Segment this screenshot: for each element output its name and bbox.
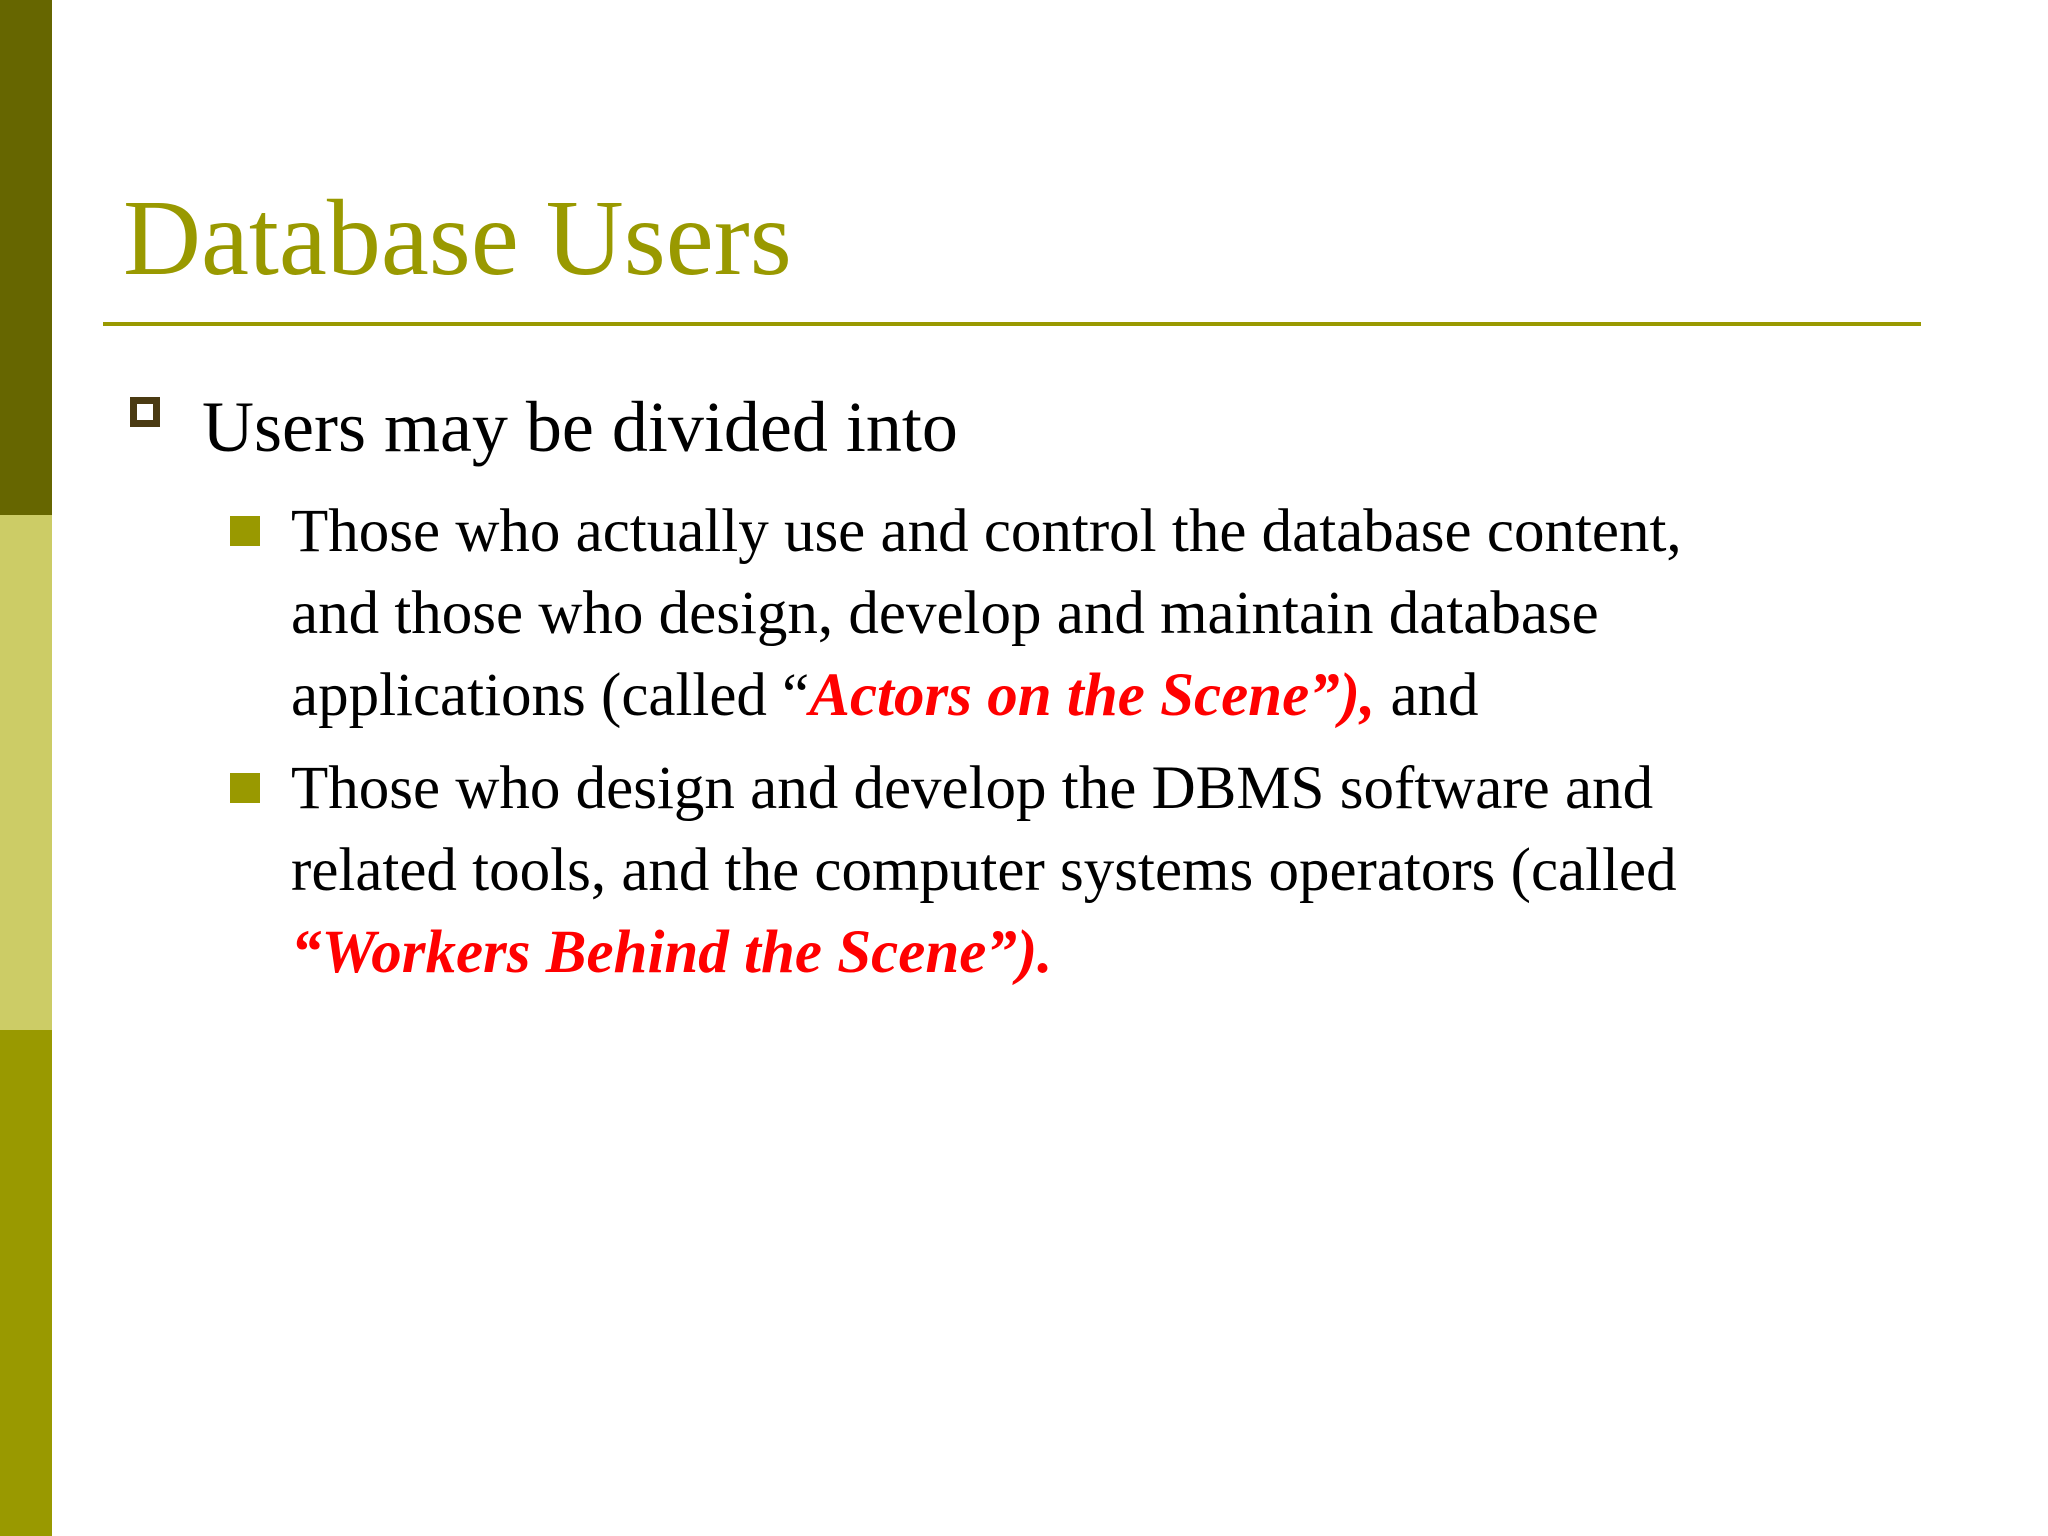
sub-bullet-text bbox=[291, 491, 1931, 737]
sub-bullet-line: and those who design, develop and maintain database bbox=[291, 580, 1599, 647]
bullet-text: Users may be divided into bbox=[202, 387, 958, 467]
sidebar-band-top bbox=[0, 0, 52, 515]
filled-square-icon bbox=[230, 773, 260, 803]
title-divider bbox=[103, 322, 1921, 326]
sub-bullet-line: related tools, and the computer systems operators (called bbox=[291, 837, 1677, 904]
sub-bullet-line: Those who actually use and control the database content, bbox=[291, 498, 1682, 565]
sub-bullet-line bbox=[291, 655, 1931, 737]
sidebar-band-middle bbox=[0, 515, 52, 1030]
hollow-square-icon bbox=[130, 397, 160, 427]
sidebar-band-bottom bbox=[0, 1030, 52, 1536]
sub-bullet-text-prefix: applications (called “ bbox=[291, 662, 810, 729]
emphasized-term: Actors on the Scene”), bbox=[809, 662, 1376, 729]
sub-bullet-line: Those who design and develop the DBMS software and bbox=[291, 755, 1654, 822]
emphasized-term: “Workers Behind the Scene”). bbox=[291, 919, 1053, 986]
filled-square-icon bbox=[230, 516, 260, 546]
sub-bullet-text-suffix: and bbox=[1375, 662, 1479, 729]
slide-title: Database Users bbox=[123, 179, 792, 298]
sub-bullet-text bbox=[291, 748, 1931, 994]
